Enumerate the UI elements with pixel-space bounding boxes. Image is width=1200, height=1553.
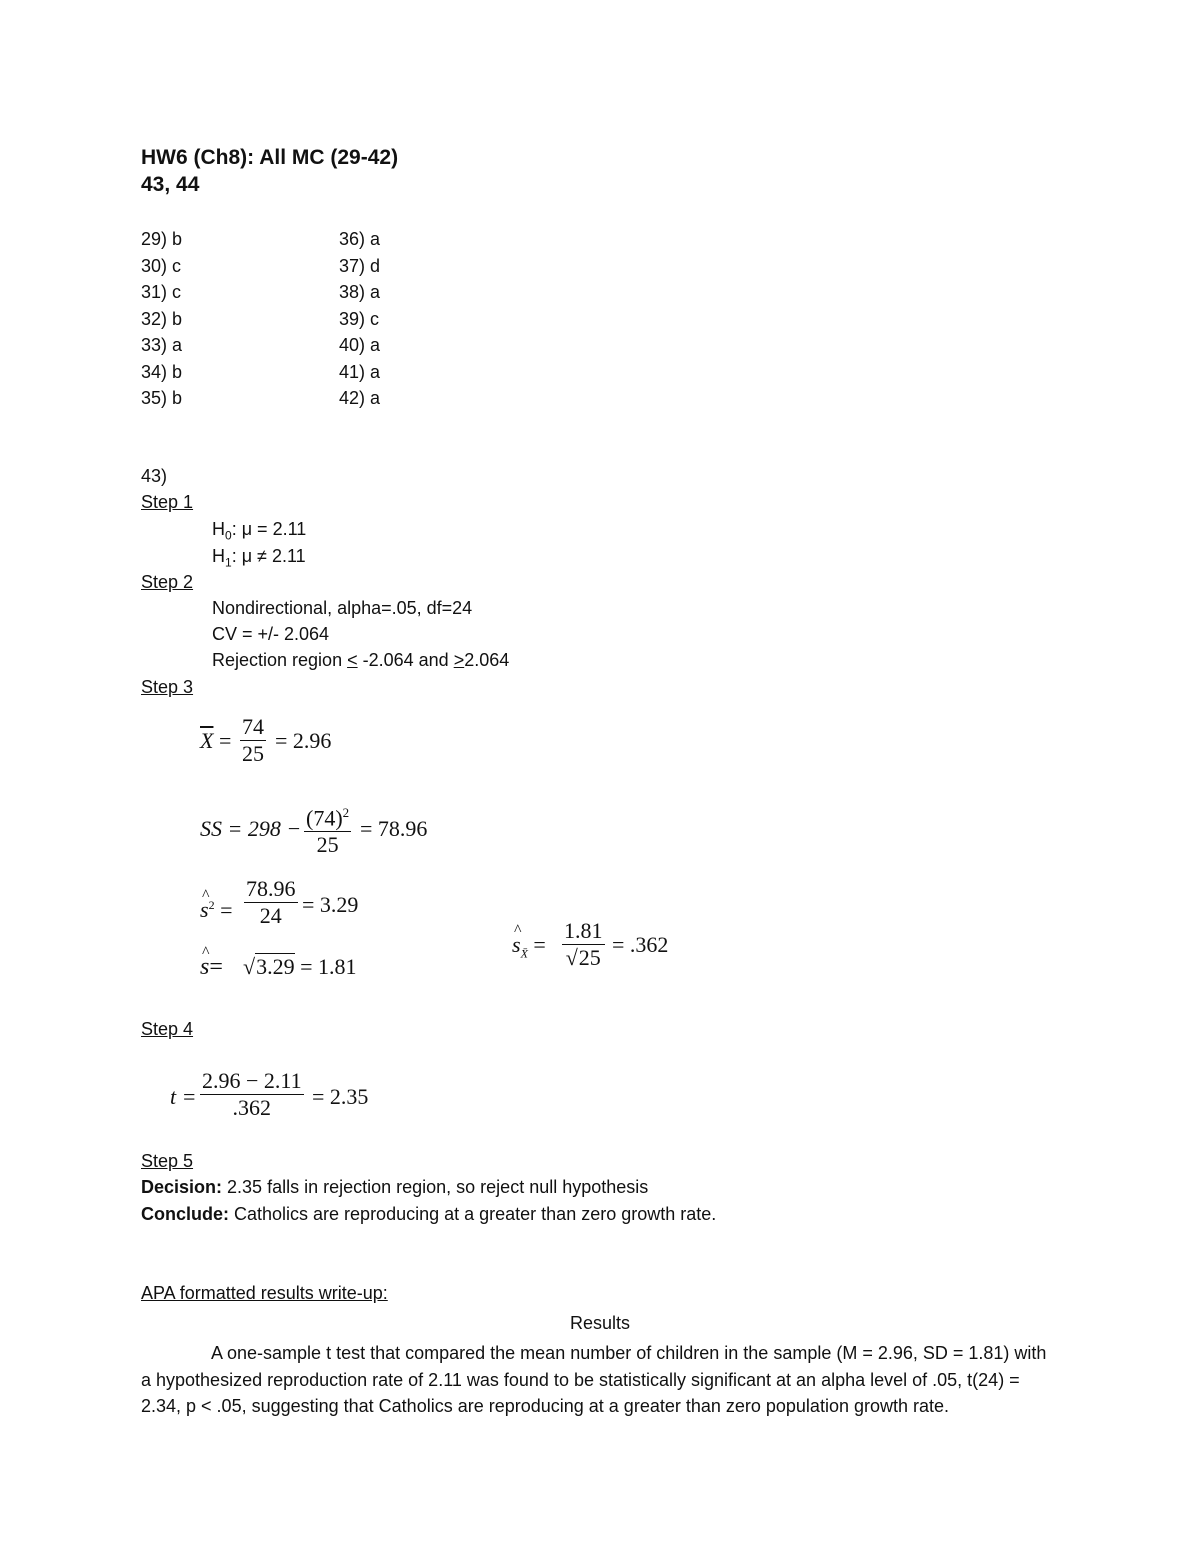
se-lhs: ^ $s_{X̄}$ = [512, 932, 546, 966]
step-3-label: Step 3 [141, 677, 194, 697]
se-fraction: 1.81 √25 [564, 918, 603, 970]
step-4-label: Step 4 [141, 1019, 194, 1039]
mc-answer-item: 38) a [339, 282, 381, 302]
results-title: Results [569, 1313, 631, 1333]
alternative-hypothesis: $H_1$: μ ≠ 2.11 [212, 546, 306, 570]
mc-answer-item: 41) a [339, 361, 381, 382]
mc-answer-item: 40) a [339, 335, 381, 355]
mean-result: = 2.96 [275, 728, 332, 753]
rejection-region: Rejection region < -2.064 and >2.064 [212, 650, 510, 670]
mc-answer-item: 34) b [141, 361, 183, 382]
variance-lhs: ^ $s^2$ = [200, 892, 232, 923]
mc-answer-item: 32) b [141, 308, 183, 329]
step-5-label: Step 5 [141, 1151, 194, 1171]
sd-sqrt: √3.29 = 1.81 [243, 954, 357, 979]
step-1-label: Step 1 [141, 492, 194, 512]
mc-answer-item: 37) d [339, 255, 381, 276]
se-result: = .362 [612, 932, 669, 957]
variance-result: = 3.29 [302, 892, 359, 917]
null-hypothesis: $H_0$: μ = 2.11 [212, 519, 307, 543]
page-subtitle: 43, 44 [141, 173, 200, 196]
apa-paragraph: A one-sample t test that compared the mean number of children in the sample (M = 2.96, SD = 1.81) with a hypothesized reproduction rate of 2.11 was found to be statistically significant at an alpha level of .05, t(24) = 2.34, p < .05, suggesting that Catholics are reproducing at a greater than zero population growth rate. [141, 1343, 1047, 1416]
sd-lhs: ^ s= [200, 954, 223, 980]
apa-heading: APA formatted results write-up: [141, 1283, 388, 1303]
mc-answer-item: 31) c [141, 282, 182, 302]
mean-fraction: 74 25 [242, 714, 264, 766]
mc-answer-item: 29) b [141, 229, 183, 249]
mc-answer-item: 30) c [141, 255, 182, 276]
test-direction: Nondirectional, alpha=.05, df=24 [212, 598, 473, 618]
decision-line: Decision: 2.35 falls in rejection region, so reject null hypothesis [141, 1177, 649, 1197]
conclusion-line: Conclude: Catholics are reproducing at a greater than zero growth rate. [141, 1204, 717, 1224]
variance-fraction: 78.96 24 [246, 876, 296, 928]
mc-answer-item: 42) a [339, 388, 381, 408]
mc-answer-item: 39) c [339, 308, 380, 329]
t-fraction: 2.96 − 2.11 .362 [202, 1068, 302, 1120]
ss-result: = 78.96 [360, 816, 428, 841]
step-2-label: Step 2 [141, 572, 194, 592]
t-result: = 2.35 [312, 1084, 369, 1109]
question-43-label: 43) [141, 466, 168, 486]
mc-answer-item: 36) a [339, 229, 381, 249]
ss-lhs: SS = 298 − [200, 816, 302, 841]
ss-fraction: $(74)^2$ 25 [306, 805, 350, 858]
page-title: HW6 (Ch8): All MC (29-42) [141, 146, 399, 169]
mean-lhs: $\overline{X}$ = [200, 728, 232, 753]
t-lhs: t = [170, 1084, 197, 1109]
critical-value: CV = +/- 2.064 [212, 624, 330, 644]
mc-answer-item: 35) b [141, 388, 183, 408]
mc-answer-item: 33) a [141, 335, 183, 355]
